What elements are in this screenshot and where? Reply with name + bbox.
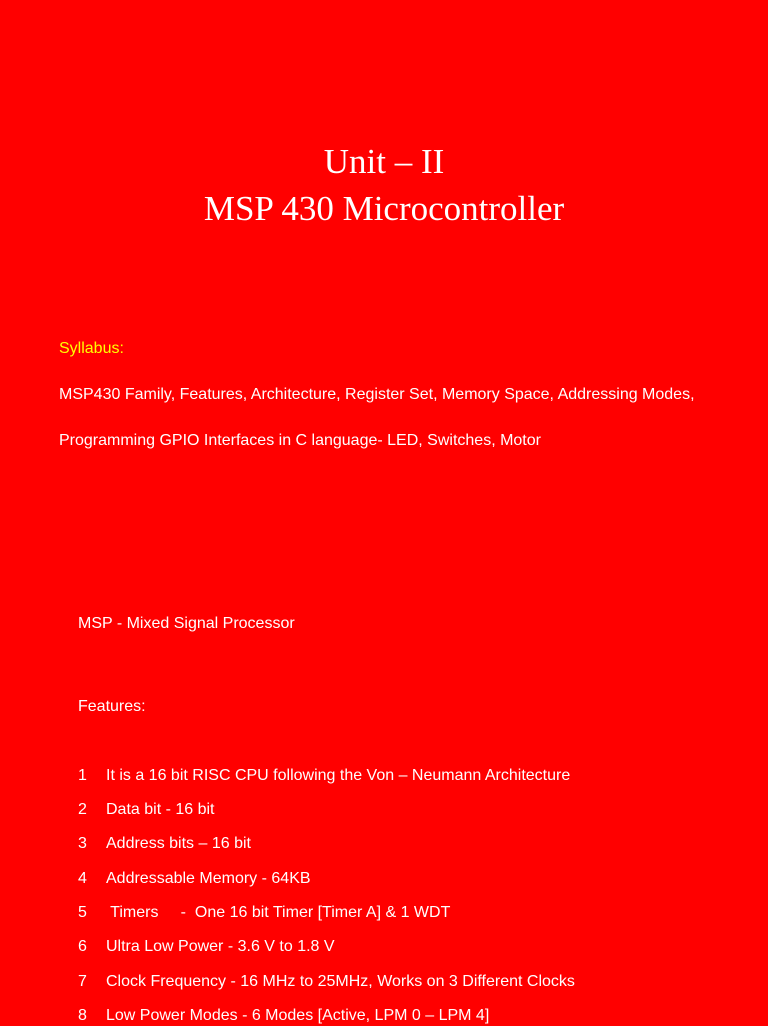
- feature-item-5: [78, 903, 450, 923]
- feature-number: 5: [78, 904, 87, 921]
- feature-text: Low Power Modes - 6 Modes [Active, LPM 0 – LPM 4]: [106, 1007, 490, 1024]
- feature-item-4: [78, 869, 311, 889]
- feature-text: Timers - One 16 bit Timer [Timer A] & 1 WDT: [106, 904, 451, 921]
- feature-text: It is a 16 bit RISC CPU following the Von – Neumann Architecture: [106, 767, 571, 784]
- feature-number: 8: [78, 1007, 87, 1024]
- unit-title: Unit – II: [323, 142, 445, 181]
- feature-number: 6: [78, 938, 87, 955]
- feature-text: Address bits – 16 bit: [106, 835, 251, 852]
- feature-number: 3: [78, 835, 87, 852]
- feature-item-3: [78, 834, 251, 854]
- feature-number: 2: [78, 801, 87, 818]
- feature-item-7: [78, 972, 575, 992]
- feature-number: 4: [78, 870, 87, 887]
- feature-item-6: [78, 937, 335, 957]
- feature-item-2: [78, 800, 215, 820]
- feature-item-1: [78, 766, 570, 786]
- syllabus-line-2: Programming GPIO Interfaces in C language- LED, Switches, Motor: [59, 432, 541, 449]
- feature-item-8: [78, 1006, 489, 1026]
- feature-text: Ultra Low Power - 3.6 V to 1.8 V: [106, 938, 335, 955]
- features-label: Features:: [78, 698, 146, 715]
- syllabus-label: Syllabus:: [59, 340, 124, 357]
- feature-text: Addressable Memory - 64KB: [106, 870, 311, 887]
- syllabus-line-1: MSP430 Family, Features, Architecture, Register Set, Memory Space, Addressing Modes,: [59, 386, 695, 403]
- page-title: MSP 430 Microcontroller: [203, 189, 565, 228]
- feature-number: 1: [78, 767, 87, 784]
- feature-text: Clock Frequency - 16 MHz to 25MHz, Works on 3 Different Clocks: [106, 973, 575, 990]
- feature-number: 7: [78, 973, 87, 990]
- feature-text: Data bit - 16 bit: [106, 801, 215, 818]
- msp-definition: MSP - Mixed Signal Processor: [78, 615, 295, 632]
